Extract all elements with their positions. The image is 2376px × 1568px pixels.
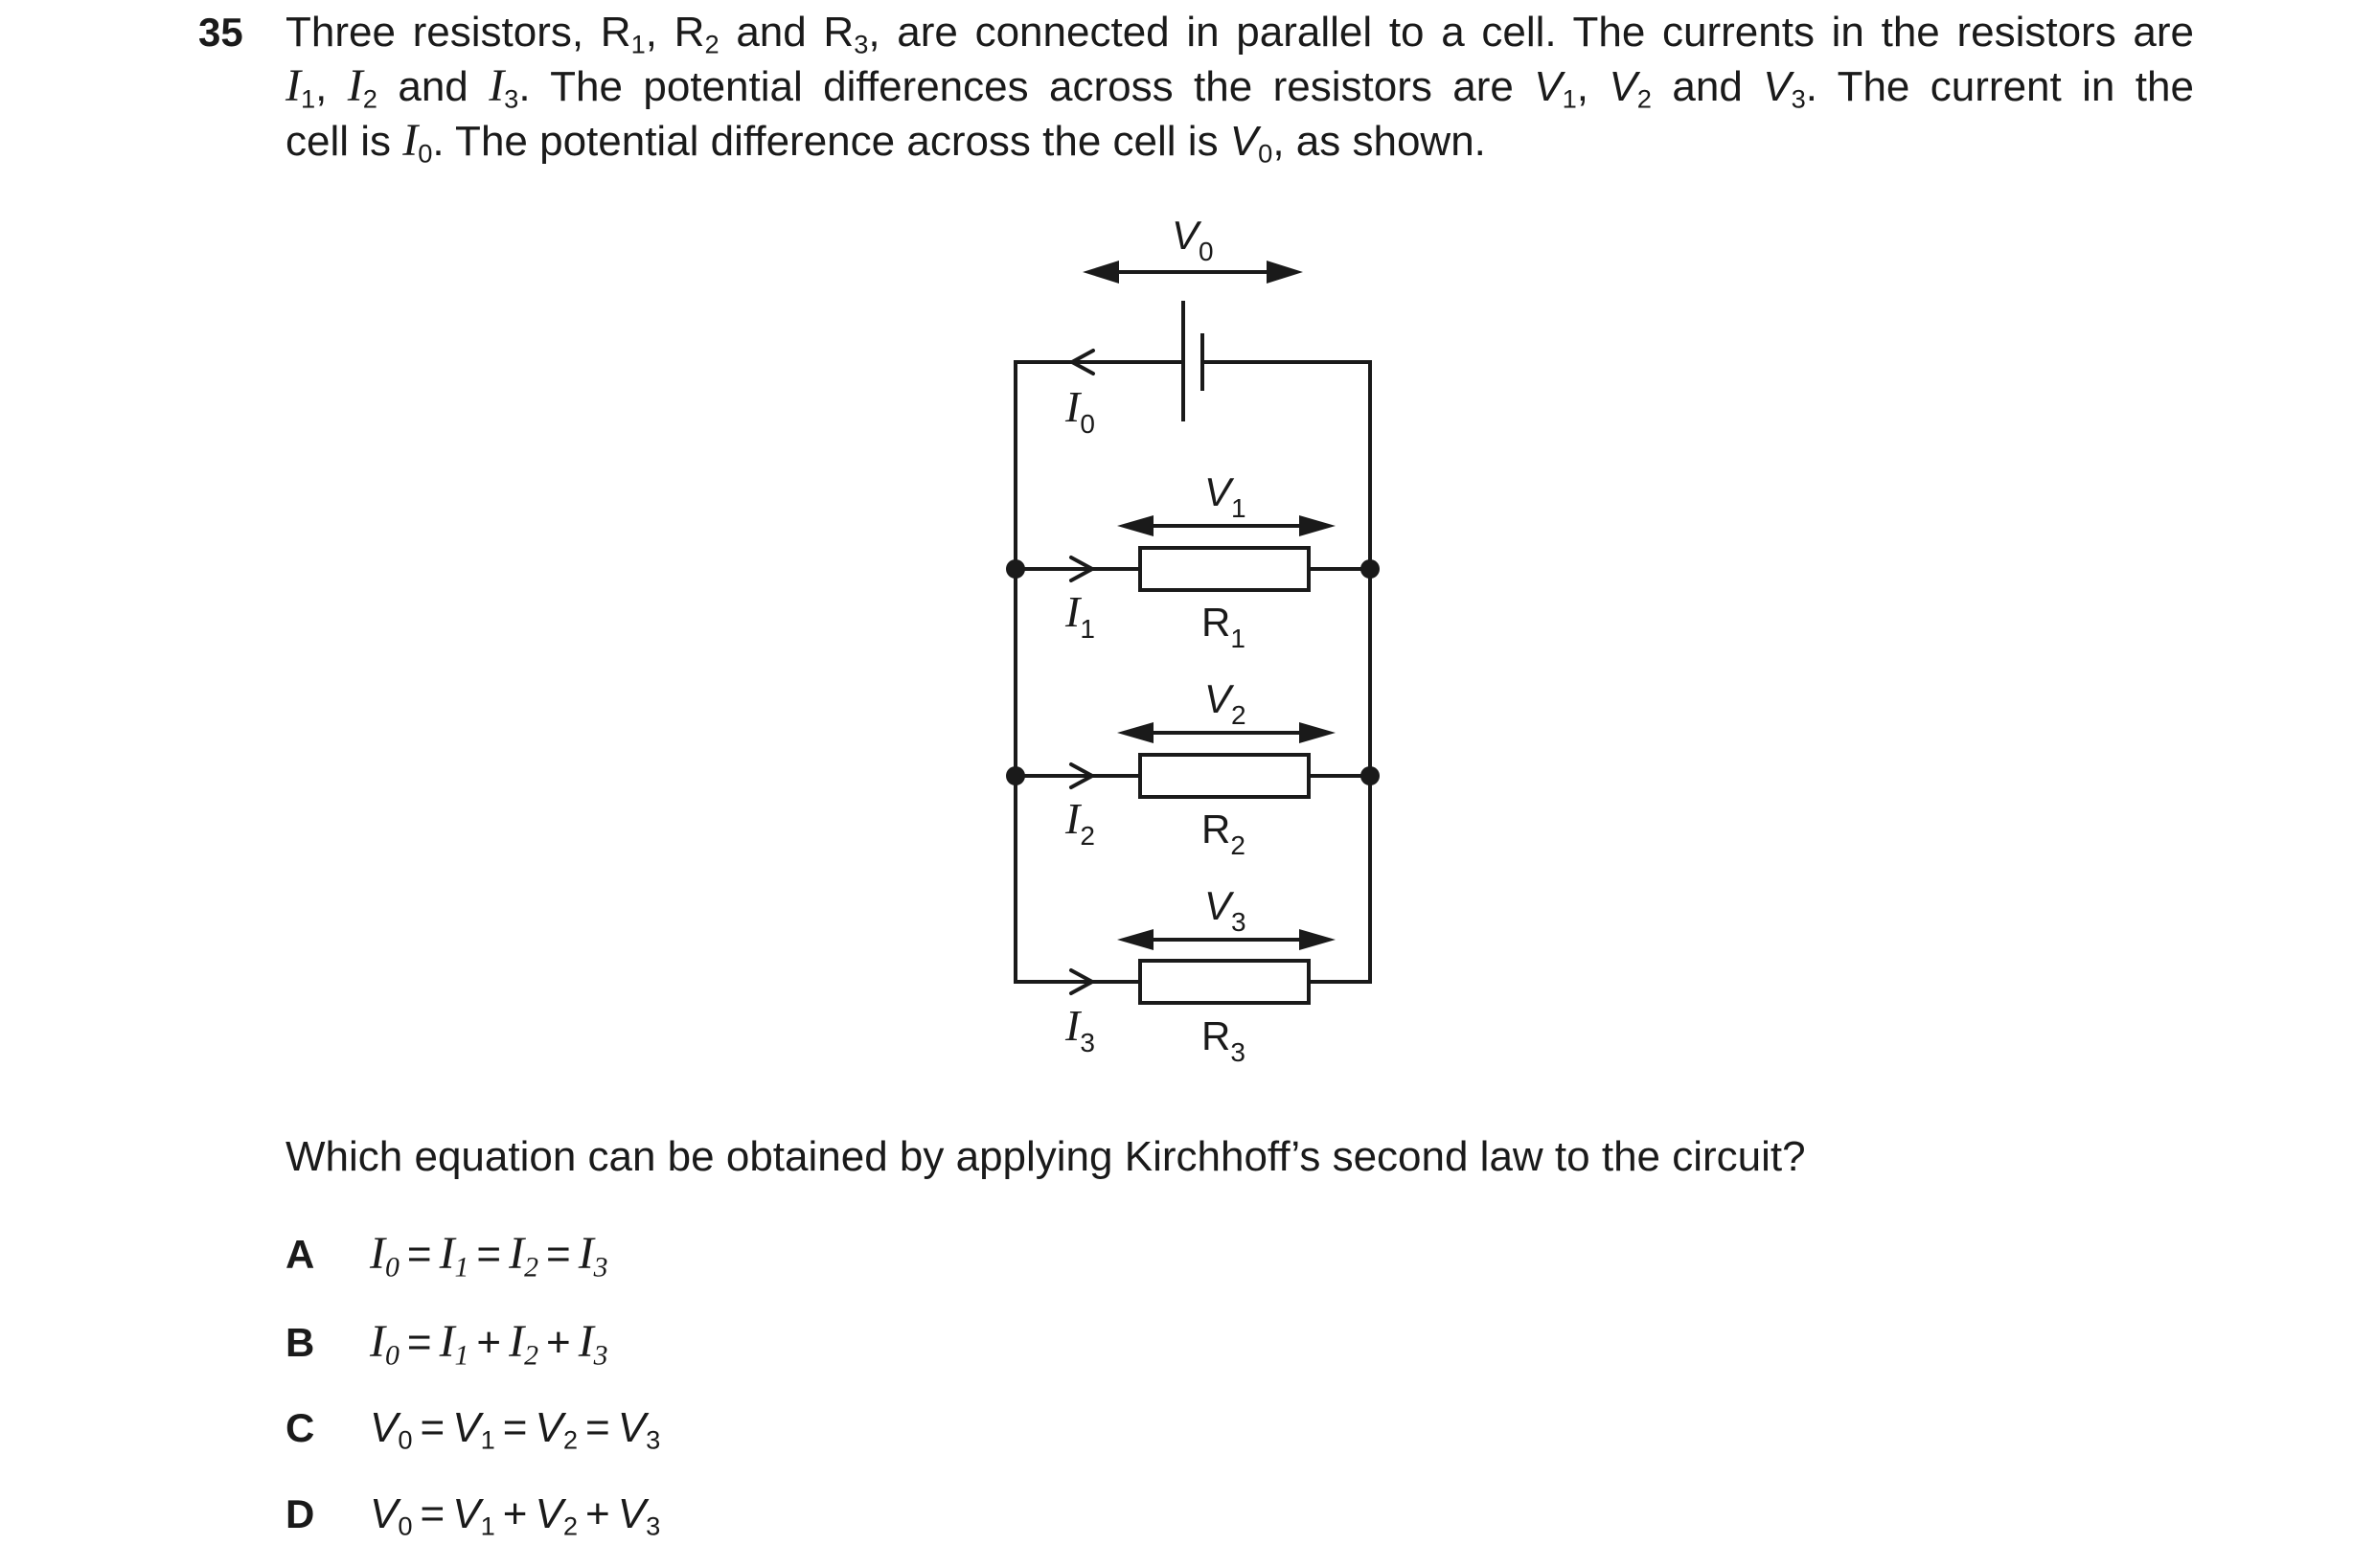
option-a[interactable] [286, 1227, 608, 1284]
option-d-equation: $V_0 = V_1 + V_2 + V_3$ [370, 1490, 661, 1541]
voltage-arrow-v1-right-head [1299, 515, 1336, 536]
label-r1: $R_1$ [1201, 600, 1245, 653]
option-c-equation: $V_0 = V_1 = V_2 = V_3$ [370, 1404, 661, 1455]
label-i0: $I_0$ [1065, 382, 1095, 439]
label-v0: $V_0$ [1172, 213, 1214, 266]
stem-line-3: cell is $I_0$. The potential difference across the cell is $V_0$, as shown. [286, 115, 1486, 169]
label-v1: $V_1$ [1204, 469, 1246, 523]
option-b-equation: $I_0 = I_1 + I_2 + I_3$ [370, 1316, 608, 1372]
voltage-arrow-v2-left-head [1117, 722, 1154, 743]
label-i1: $I_1$ [1065, 587, 1095, 644]
label-v2: $V_2$ [1204, 676, 1246, 730]
stem-line-1: Three resistors, $R_1$, $R_2$ and $R_3$, are connected in parallel to a cell. The currents in the resistors are [286, 9, 2194, 59]
label-v3: $V_3$ [1204, 883, 1246, 937]
label-i2: $I_2$ [1065, 794, 1095, 851]
voltage-arrow-v3-right-head [1299, 929, 1336, 950]
option-b[interactable] [286, 1315, 608, 1372]
label-r2: $R_2$ [1201, 807, 1245, 860]
option-d-letter: D [286, 1491, 315, 1536]
junction-dot-left-2 [1006, 766, 1025, 785]
resistor-r2 [1140, 755, 1309, 797]
option-a-letter: A [286, 1232, 315, 1277]
voltage-arrow-v3-left-head [1117, 929, 1154, 950]
option-b-letter: B [286, 1320, 315, 1365]
resistor-r1 [1140, 548, 1309, 590]
option-d[interactable] [286, 1488, 660, 1541]
junction-dot-right-1 [1360, 559, 1380, 579]
junction-dot-left-1 [1006, 559, 1025, 579]
voltage-arrow-v1-left-head [1117, 515, 1154, 536]
junction-dot-right-2 [1360, 766, 1380, 785]
question-number: 35 [198, 10, 243, 55]
stem-line-2: $I_1$, $I_2$ and $I_3$. The potential differences across the resistors are $V_1$, $V_2$ and $V_3$. The current in the [286, 60, 2194, 114]
voltage-arrow-v2-right-head [1299, 722, 1336, 743]
voltage-arrow-v0-right-head [1267, 261, 1303, 284]
option-c-letter: C [286, 1405, 315, 1450]
resistor-r3 [1140, 961, 1309, 1003]
question-prompt: Which equation can be obtained by applying Kirchhoff’s second law to the circuit? [286, 1133, 1806, 1180]
option-c[interactable] [286, 1401, 660, 1455]
option-a-equation: $I_0 = I_1 = I_2 = I_3$ [370, 1228, 608, 1284]
voltage-arrow-v0-left-head [1083, 261, 1119, 284]
label-r3: $R_3$ [1201, 1013, 1245, 1067]
label-i3: $I_3$ [1065, 1001, 1095, 1057]
